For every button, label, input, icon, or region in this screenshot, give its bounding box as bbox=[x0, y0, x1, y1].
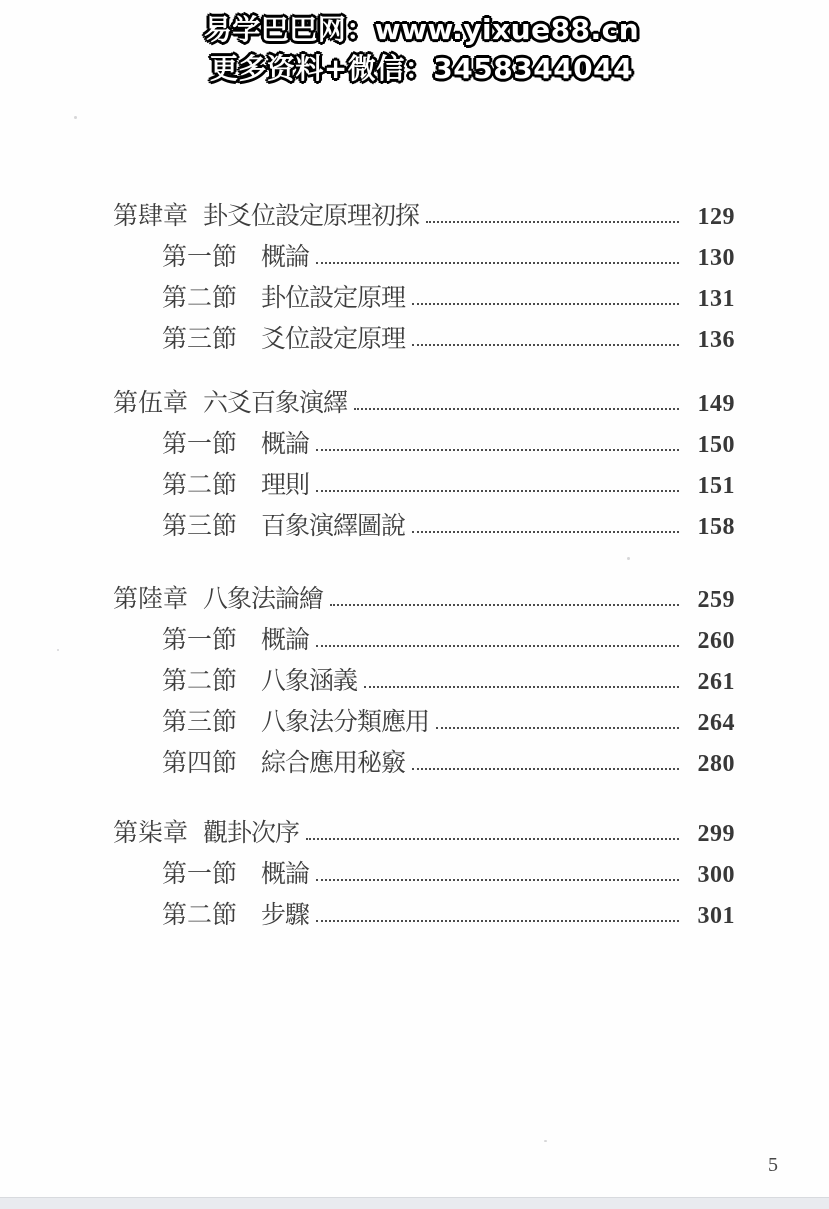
section-title: 概論 bbox=[261, 861, 310, 888]
section-label: 第一節 bbox=[162, 861, 238, 888]
dot-leader bbox=[316, 262, 679, 264]
section-label: 第四節 bbox=[162, 750, 238, 777]
section-title: 概論 bbox=[261, 627, 310, 654]
page-ref: 150 bbox=[697, 432, 735, 459]
dot-leader bbox=[436, 727, 679, 729]
dot-leader bbox=[316, 490, 679, 492]
page-ref: 260 bbox=[697, 628, 735, 655]
dot-leader bbox=[426, 221, 679, 223]
scan-speck bbox=[627, 557, 630, 560]
section-title: 綜合應用秘竅 bbox=[261, 750, 406, 777]
scan-speck bbox=[57, 649, 59, 651]
section-title: 理則 bbox=[261, 472, 310, 499]
section-title: 步驟 bbox=[261, 902, 310, 929]
toc-section-row bbox=[0, 417, 829, 458]
toc-section-row bbox=[0, 847, 829, 888]
section-label: 第一節 bbox=[162, 244, 238, 271]
page-ref: 136 bbox=[697, 327, 735, 354]
dot-leader bbox=[316, 879, 679, 881]
dot-leader bbox=[412, 303, 679, 305]
toc-chapter-row bbox=[0, 572, 829, 613]
section-title: 百象演繹圖說 bbox=[261, 513, 406, 540]
page-ref: 300 bbox=[697, 862, 735, 889]
scan-speck bbox=[544, 1140, 547, 1142]
chapter-title: 八象法論繪 bbox=[203, 586, 324, 613]
scan-speck bbox=[74, 116, 77, 119]
chapter-label: 第陸章 bbox=[113, 586, 189, 613]
section-title: 八象法分類應用 bbox=[261, 709, 430, 736]
section-label: 第二節 bbox=[162, 472, 238, 499]
chapter-title: 六爻百象演繹 bbox=[203, 390, 348, 417]
page-ref: 149 bbox=[697, 391, 735, 418]
chapter-label: 第肆章 bbox=[113, 203, 189, 230]
page-ref: 151 bbox=[697, 473, 735, 500]
section-label: 第二節 bbox=[162, 668, 238, 695]
viewer-page-edge bbox=[0, 1197, 829, 1209]
dot-leader bbox=[330, 604, 679, 606]
dot-leader bbox=[316, 449, 679, 451]
section-label: 第二節 bbox=[162, 285, 238, 312]
page-ref: 264 bbox=[697, 710, 735, 737]
page-ref: 158 bbox=[697, 514, 735, 541]
section-label: 第二節 bbox=[162, 902, 238, 929]
toc-section-row bbox=[0, 499, 829, 540]
section-label: 第一節 bbox=[162, 627, 238, 654]
toc-section-row bbox=[0, 736, 829, 777]
toc-block-chapter-4 bbox=[0, 189, 829, 353]
toc-section-row bbox=[0, 458, 829, 499]
page-ref: 261 bbox=[697, 669, 735, 696]
dot-leader bbox=[316, 920, 679, 922]
toc-section-row bbox=[0, 888, 829, 929]
chapter-label: 第柒章 bbox=[113, 820, 189, 847]
section-title: 概論 bbox=[261, 431, 310, 458]
section-title: 卦位設定原理 bbox=[261, 285, 406, 312]
watermark-site-line: 易学巴巴网：www.yixue88.cn bbox=[203, 13, 640, 46]
dot-leader bbox=[412, 531, 679, 533]
page-ref: 299 bbox=[697, 821, 735, 848]
section-title: 八象涵義 bbox=[261, 668, 358, 695]
section-label: 第三節 bbox=[162, 709, 238, 736]
page-ref: 301 bbox=[697, 903, 735, 930]
toc-chapter-row bbox=[0, 376, 829, 417]
toc-section-row bbox=[0, 230, 829, 271]
watermark-wechat-line: 更多资料+微信：3458344044 bbox=[209, 52, 634, 85]
toc-section-row bbox=[0, 271, 829, 312]
page-ref: 259 bbox=[697, 587, 735, 614]
toc-block-chapter-7 bbox=[0, 806, 829, 929]
watermark-header bbox=[7, 10, 829, 88]
toc-block-chapter-5 bbox=[0, 376, 829, 540]
section-title: 概論 bbox=[261, 244, 310, 271]
toc-chapter-row bbox=[0, 189, 829, 230]
page-ref: 129 bbox=[697, 204, 735, 231]
page-ref: 130 bbox=[697, 245, 735, 272]
chapter-title: 卦爻位設定原理初探 bbox=[203, 203, 420, 230]
toc-chapter-row bbox=[0, 806, 829, 847]
section-label: 第三節 bbox=[162, 326, 238, 353]
page-ref: 280 bbox=[697, 751, 735, 778]
toc-block-chapter-6 bbox=[0, 572, 829, 777]
toc-section-row bbox=[0, 654, 829, 695]
dot-leader bbox=[412, 344, 679, 346]
page-ref: 131 bbox=[697, 286, 735, 313]
section-title: 爻位設定原理 bbox=[261, 326, 406, 353]
chapter-label: 第伍章 bbox=[113, 390, 189, 417]
dot-leader bbox=[412, 768, 679, 770]
toc-section-row bbox=[0, 312, 829, 353]
toc-section-row bbox=[0, 695, 829, 736]
dot-leader bbox=[354, 408, 679, 410]
section-label: 第三節 bbox=[162, 513, 238, 540]
folio-page-number: 5 bbox=[768, 1154, 778, 1176]
section-label: 第一節 bbox=[162, 431, 238, 458]
toc-section-row bbox=[0, 613, 829, 654]
chapter-title: 觀卦次序 bbox=[203, 820, 300, 847]
dot-leader bbox=[364, 686, 679, 688]
dot-leader bbox=[316, 645, 679, 647]
dot-leader bbox=[306, 838, 679, 840]
